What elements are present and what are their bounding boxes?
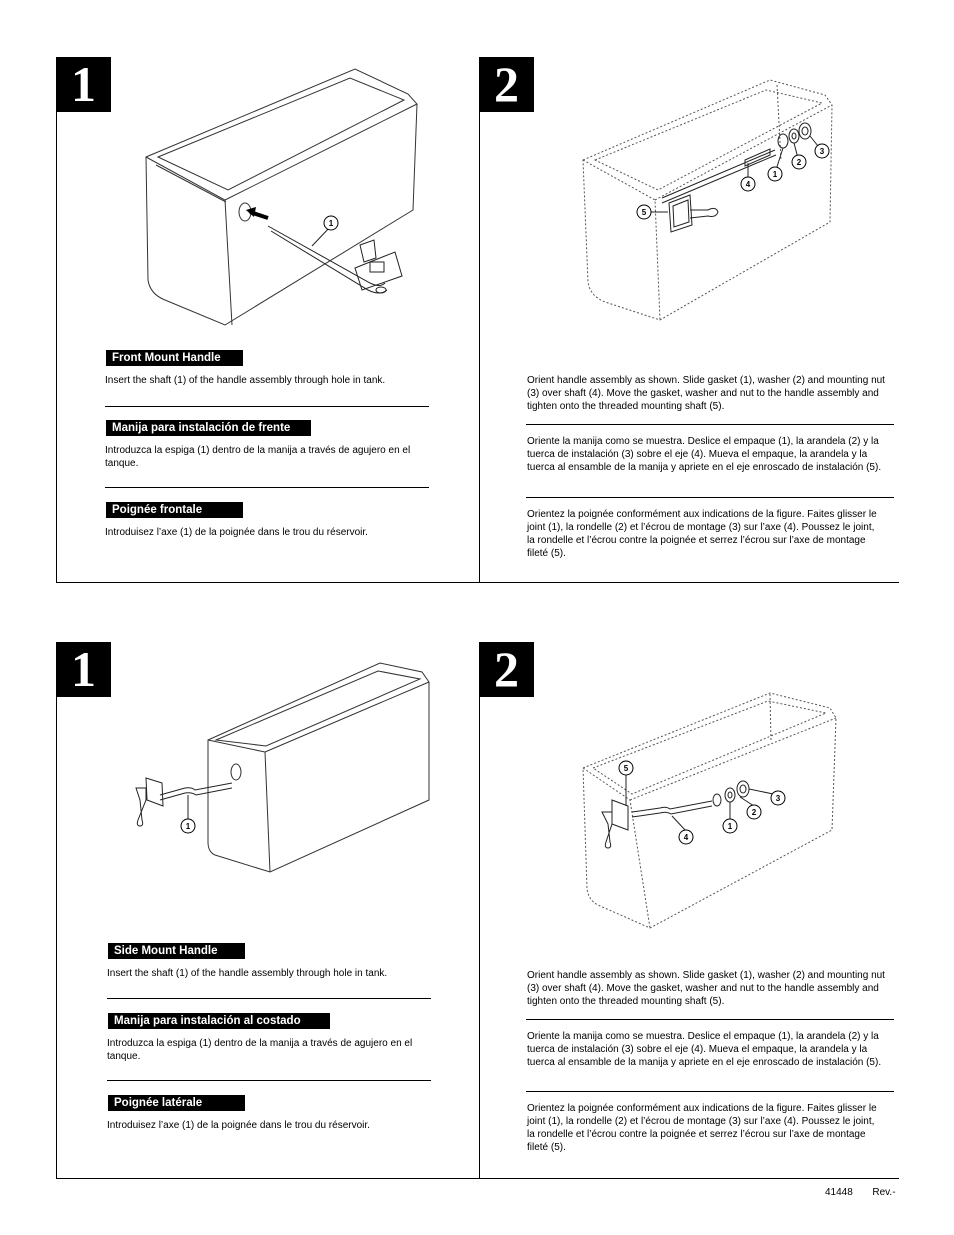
side-mount-fr-text: Introduisez l’axe (1) de la poignée dans le trou du réservoir. xyxy=(107,1120,370,1131)
section-divider xyxy=(526,1019,894,1020)
front-mount-en-text: Insert the shaft (1) of the handle assembly through hole in tank. xyxy=(105,375,386,386)
front-mount-handle-label: Front Mount Handle xyxy=(106,350,243,366)
callout-1: 1 xyxy=(185,822,191,831)
side-mount-fr-label: Poignée latérale xyxy=(108,1095,245,1111)
step-number-box: 2 xyxy=(479,57,534,112)
callout-5: 5 xyxy=(641,208,647,217)
front-assembly-es-text: Oriente la manija como se muestra. Deslice el empaque (1), la arandela (2) y la tuerca de instalación (3) sobre el eje (4). Mueva el empaque, la arandela y la tuerca al ensamble de la manija y apriete en el eje enroscado de instalación (5). xyxy=(527,436,882,473)
callout-4: 4 xyxy=(683,833,689,842)
callout-2: 2 xyxy=(796,158,802,167)
step-number-box: 1 xyxy=(56,57,111,112)
side-assembly-es-text: Oriente la manija como se muestra. Deslice el empaque (1), la arandela (2) y la tuerca de instalación (3) sobre el eje (4). Mueva el empaque, la arandela y la tuerca al ensamble de la manija y apriete en el eje enroscado de instalación (5). xyxy=(527,1031,882,1068)
front-mount-es-text: Introduzca la espiga (1) dentro de la manija a través de agujero en el tanque. xyxy=(105,445,411,469)
side-assembly-fr-text: Orientez la poignée conformément aux indications de la figure. Faites glisser le joint (1), la rondelle (2) et l’écrou de montage (3) sur l’axe (4). Poussez le joint, la rondelle et l’écrou contre la poignée et serrez l’écrou sur l’axe de montage fileté (5). xyxy=(527,1103,877,1153)
side-mount-es-text: Introduzca la espiga (1) dentro de la manija a través de agujero en el tanque. xyxy=(107,1038,413,1062)
front-mount-es-label: Manija para instalación de frente xyxy=(106,420,311,436)
side-mount-handle-label: Side Mount Handle xyxy=(108,943,245,959)
callout-1: 1 xyxy=(727,822,733,831)
section-divider xyxy=(526,1091,894,1092)
callout-4: 4 xyxy=(745,180,751,189)
callout-3: 3 xyxy=(775,794,781,803)
callout-3: 3 xyxy=(819,147,825,156)
step-number-box: 1 xyxy=(56,642,111,697)
revision-label: Rev.- xyxy=(872,1187,896,1198)
callout-1: 1 xyxy=(328,219,334,228)
front-mount-fr-text: Introduisez l’axe (1) de la poignée dans le trou du réservoir. xyxy=(105,527,368,538)
side-mount-en-text: Insert the shaft (1) of the handle assembly through hole in tank. xyxy=(107,968,388,979)
callout-1: 1 xyxy=(772,170,778,179)
step-number-box: 2 xyxy=(479,642,534,697)
footer xyxy=(825,1187,896,1198)
document-number: 41448 xyxy=(825,1187,853,1198)
front-assembly-en-text: Orient handle assembly as shown. Slide gasket (1), washer (2) and mounting nut (3) over shaft (4). Move the gasket, washer and nut to the handle assembly and tighten onto the threaded mounting shaft (5). xyxy=(527,375,885,412)
front-mount-fr-label: Poignée frontale xyxy=(106,502,243,518)
callout-5: 5 xyxy=(623,764,629,773)
callout-2: 2 xyxy=(751,808,757,817)
front-assembly-fr-text: Orientez la poignée conformément aux indications de la figure. Faites glisser le joint (1), la rondelle (2) et l’écrou de montage (3) sur l’axe (4). Poussez le joint, la rondelle et l’écrou contre la poignée et serrez l’écrou sur l’axe de montage fileté (5). xyxy=(527,509,877,559)
side-mount-es-label: Manija para instalación al costado xyxy=(108,1013,330,1029)
side-assembly-en-text: Orient handle assembly as shown. Slide gasket (1), washer (2) and mounting nut (3) over shaft (4). Move the gasket, washer and nut to the handle assembly and tighten onto the threaded mounting shaft (5). xyxy=(527,970,885,1007)
